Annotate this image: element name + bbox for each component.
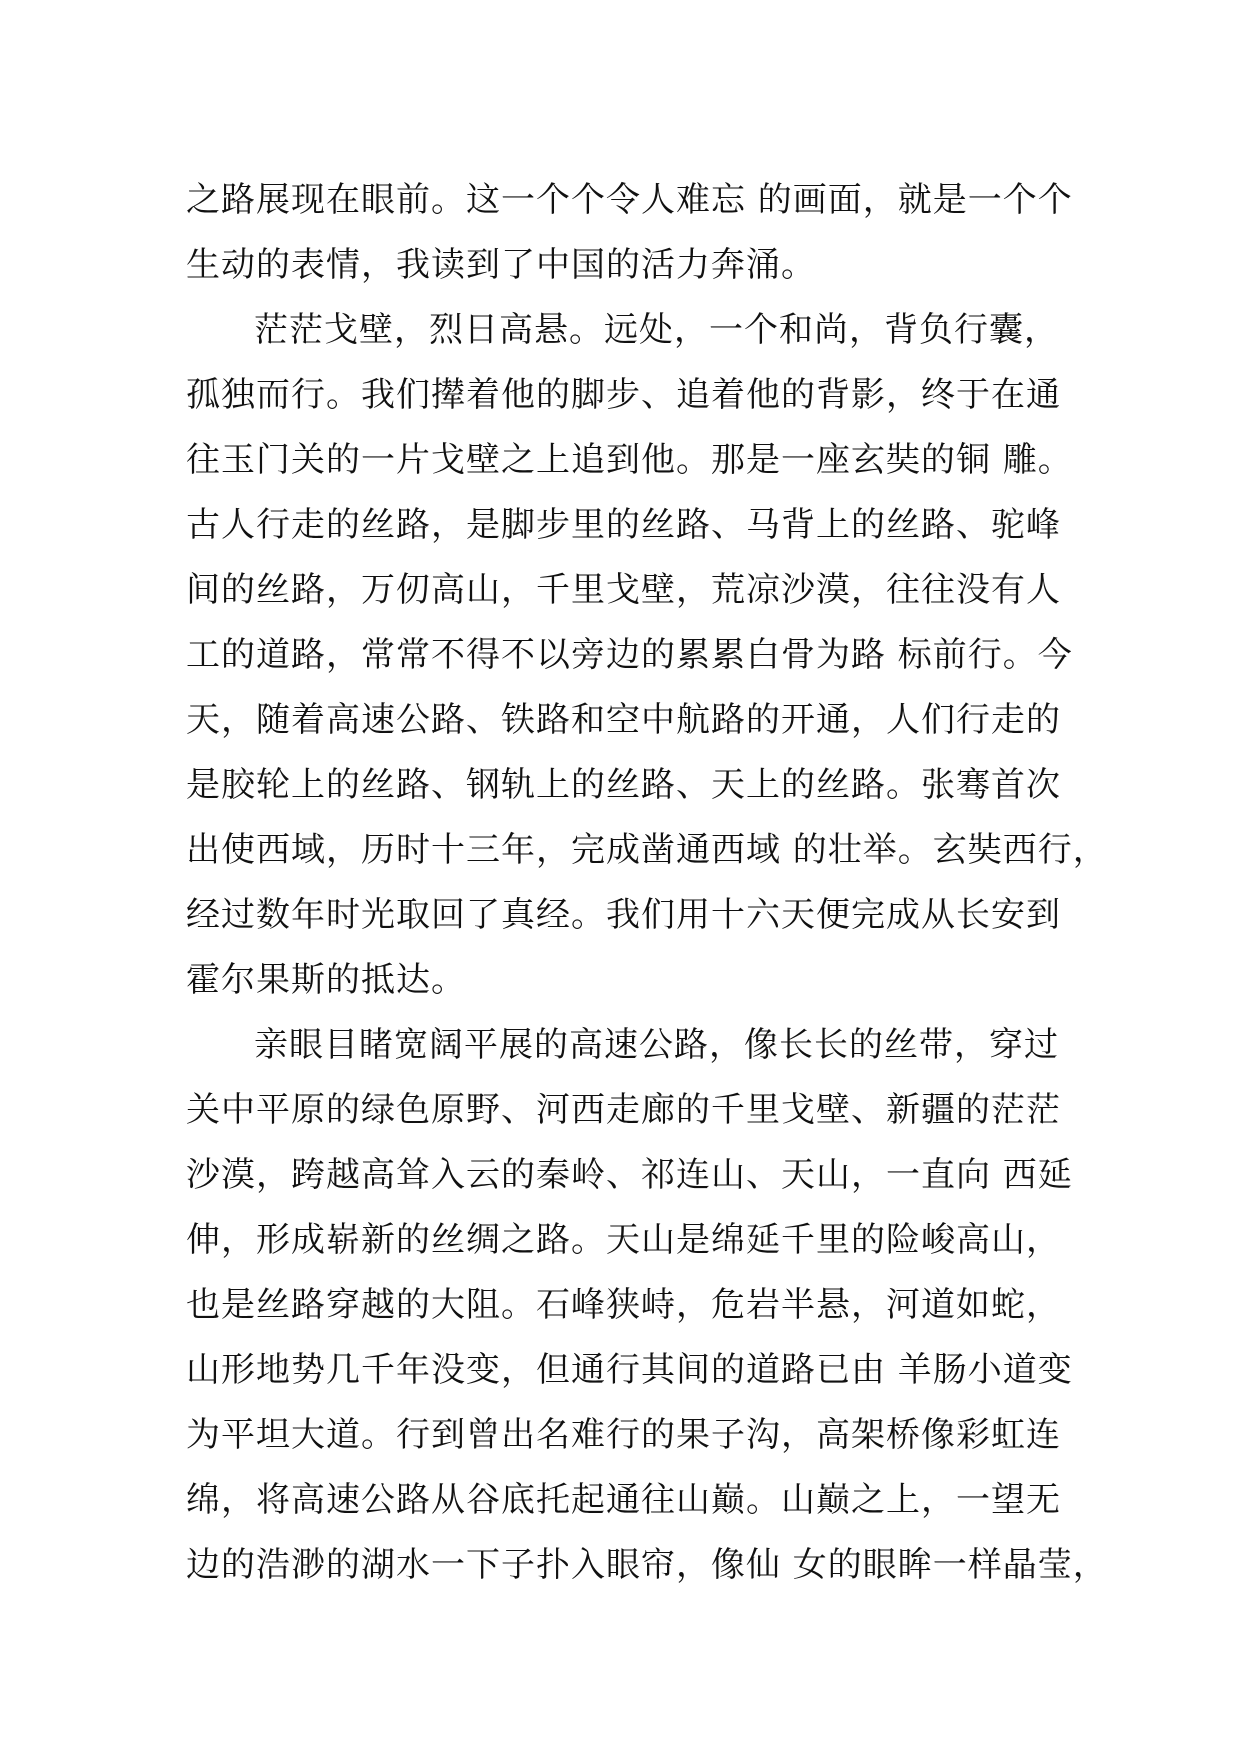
body-text (186, 168, 1108, 1598)
text-line: 之路展现在眼前。这一个个令人难忘 的画面，就是一个个 (186, 180, 1073, 220)
text-line: 出使西域，历时十三年，完成凿通西域 的壮举。玄奘西行， (186, 830, 1108, 870)
text-line: 关中平原的绿色原野、河西走廊的千里戈壁、新疆的茫茫 (186, 1090, 1061, 1130)
text-line: 是胶轮上的丝路、钢轨上的丝路、天上的丝路。张骞首次 (186, 765, 1061, 805)
text-line: 经过数年时光取回了真经。我们用十六天便完成从长安到 (186, 895, 1061, 935)
text-line: 茫茫戈壁，烈日高悬。远处，一个和尚，背负行囊， (254, 310, 1059, 350)
text-line: 沙漠，跨越高耸入云的秦岭、祁连山、天山，一直向 西延 (186, 1155, 1073, 1195)
text-line: 霍尔果斯的抵达。 (186, 960, 466, 1000)
text-line: 工的道路，常常不得不以旁边的累累白骨为路 标前行。今 (186, 635, 1073, 675)
text-line: 古人行走的丝路，是脚步里的丝路、马背上的丝路、驼峰 (186, 505, 1061, 545)
text-line: 伸，形成崭新的丝绸之路。天山是绵延千里的险峻高山， (186, 1220, 1061, 1260)
text-line: 绵，将高速公路从谷底托起通往山巅。山巅之上，一望无 (186, 1480, 1061, 1520)
text-line: 边的浩渺的湖水一下子扑入眼帘，像仙 女的眼眸一样晶莹， (186, 1545, 1108, 1585)
text-line: 也是丝路穿越的大阻。石峰狭峙，危岩半悬，河道如蛇， (186, 1285, 1061, 1325)
text-line: 间的丝路，万仞高山，千里戈壁，荒凉沙漠，往往没有人 (186, 570, 1061, 610)
text-line: 往玉门关的一片戈壁之上追到他。那是一座玄奘的铜 雕。 (186, 440, 1073, 480)
text-line: 山形地势几千年没变，但通行其间的道路已由 羊肠小道变 (186, 1350, 1073, 1390)
text-line: 天，随着高速公路、铁路和空中航路的开通，人们行走的 (186, 700, 1061, 740)
text-line: 孤独而行。我们撵着他的脚步、追着他的背影，终于在通 (186, 375, 1061, 415)
text-line: 亲眼目睹宽阔平展的高速公路，像长长的丝带，穿过 (254, 1025, 1059, 1065)
text-line: 为平坦大道。行到曾出名难行的果子沟，高架桥像彩虹连 (186, 1415, 1061, 1455)
text-line: 生动的表情，我读到了中国的活力奔涌。 (186, 245, 816, 285)
